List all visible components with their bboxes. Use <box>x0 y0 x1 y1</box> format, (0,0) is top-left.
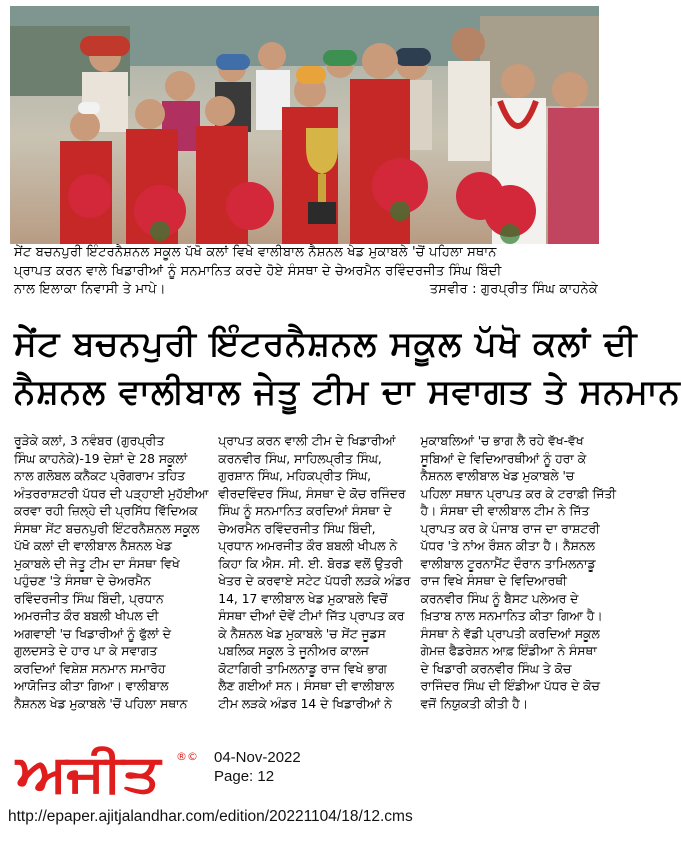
caption-line-3: ਨਾਲ ਇਲਾਕਾ ਨਿਵਾਸੀ ਤੇ ਮਾਪੇ। <box>14 282 166 297</box>
article-line: ਆਯੋਜਿਤ ਕੀਤਾ ਗਿਆ। ਵਾਲੀਬਾਲ <box>14 679 169 693</box>
article-line: ਦੇ ਖਿਡਾਰੀ ਕਰਨਵੀਰ ਸਿੰਘ ਤੇ ਕੋਚ <box>420 661 572 676</box>
article-line: ਸਿੰਘ ਕਾਹਨੇਕੇ)-19 ਦੇਸ਼ਾਂ ਦੇ 28 ਸਕੂਲਾਂ <box>14 451 188 466</box>
article-line: ਵਜੋਂ ਨਿਯੁਕਤੀ ਕੀਤੀ ਹੈ। <box>420 696 529 711</box>
news-photo <box>10 6 599 244</box>
article-line: ਪ੍ਰਾਪਤ ਕਰਨ ਵਾਲੀ ਟੀਮ ਦੇ ਖਿਡਾਰੀਆਂ <box>218 434 396 448</box>
headline-line-2: ਨੈਸ਼ਨਲ ਵਾਲੀਬਾਲ ਜੇਤੂ ਟੀਮ ਦਾ ਸਵਾਗਤ ਤੇ ਸਨਮਾਨ <box>14 372 681 412</box>
article-column-2 <box>218 433 410 746</box>
article-line: ਸੰਸਥਾ ਦੀਆਂ ਦੋਵੇਂ ਟੀਮਾਂ ਜਿੱਤ ਪ੍ਰਾਪਤ ਕਰ <box>218 609 405 623</box>
article-line: ਨੈਸ਼ਨਲ ਵਾਲੀਬਾਲ ਖੇਡ ਮੁਕਾਬਲੇ 'ਚ <box>420 469 575 483</box>
article-headline <box>14 320 681 416</box>
article-line: ਪਬਲਿਕ ਸਕੂਲ ਤੇ ਜੂਨੀਅਰ ਕਾਲਜ <box>218 644 369 658</box>
article-line: ਪੱਧਰ 'ਤੇ ਨਾਂਅ ਰੌਸ਼ਨ ਕੀਤਾ ਹੈ। ਨੈਸ਼ਨਲ <box>420 539 595 553</box>
article-line: ਰਾਜਿੰਦਰ ਸਿੰਘ ਦੀ ਇੰਡੀਆ ਪੱਧਰ ਦੇ ਕੋਚ <box>420 679 600 693</box>
article-line: ਟੀਮ ਲੜਕੇ ਅੰਡਰ 14 ਦੇ ਖਿਡਾਰੀਆਂ ਨੇ <box>218 696 392 711</box>
article-line: ਪ੍ਰਾਪਤ ਕਰ ਕੇ ਪੰਜਾਬ ਰਾਜ ਦਾ ਰਾਸ਼ਟਰੀ <box>420 521 600 536</box>
article-line: ਰਾਜ ਵਿਖੇ ਸੰਸਥਾ ਦੇ ਵਿਦਿਆਰਥੀ <box>420 574 567 588</box>
article-line: ਮੁਕਾਬਲਿਆਂ 'ਚ ਭਾਗ ਲੈ ਰਹੇ ਵੱਖ-ਵੱਖ <box>420 434 584 448</box>
article-line: ਪਹਿਲਾ ਸਥਾਨ ਪ੍ਰਾਪਤ ਕਰ ਕੇ ਟਰਾਫ਼ੀ ਜਿੱਤੀ <box>420 486 616 501</box>
article-line: ਲੈਣ ਗਈਆਂ ਸਨ। ਸੰਸਥਾ ਦੀ ਵਾਲੀਬਾਲ <box>218 679 394 693</box>
photo-credit: ਤਸਵੀਰ : ਗੁਰਪ੍ਰੀਤ ਸਿੰਘ ਕਾਹਨੇਕੇ <box>429 282 598 297</box>
article-line: ਅਮਰਜੀਤ ਕੌਰ ਬਬਲੀ ਖੀਪਲ ਦੀ <box>14 609 159 623</box>
article-line: ਕਰਨਵੀਰ ਸਿੰਘ, ਸਾਹਿਲਪ੍ਰੀਤ ਸਿੰਘ, <box>218 451 382 466</box>
article-line: 14, 17 ਵਾਲੀਬਾਲ ਖੇਡ ਮੁਕਾਬਲੇ ਵਿਚੋਂ <box>218 591 388 606</box>
article-line: ਪੱਖੋ ਕਲਾਂ ਦੀ ਵਾਲੀਬਾਲ ਨੈਸ਼ਨਲ ਖੇਡ <box>14 539 172 553</box>
article-line: ਸੂਬਿਆਂ ਦੇ ਵਿਦਿਆਰਥੀਆਂ ਨੂੰ ਹਰਾ ਕੇ <box>420 451 587 466</box>
article-line: ਖੇਤਰ ਦੇ ਕਰਵਾਏ ਸਟੇਟ ਪੱਧਰੀ ਲੜਕੇ ਅੰਡਰ <box>218 574 411 588</box>
caption-line-3-row <box>14 281 598 300</box>
article-line: ਨਾਲ ਗਲੋਬਲ ਕਨੈਕਟ ਪ੍ਰੋਗਰਾਮ ਤਹਿਤ <box>14 469 185 483</box>
article-line: ਰਵਿੰਦਰਜੀਤ ਸਿੰਘ ਬਿੰਦੀ, ਪ੍ਰਧਾਨ <box>14 591 164 606</box>
article-line: ਵਾਲੀਬਾਲ ਟੂਰਨਾਮੈਂਟ ਦੌਰਾਨ ਤਾਮਿਲਨਾਡੂ <box>420 556 596 571</box>
article-line: ਵੀਰਦਵਿੰਦਰ ਸਿੰਘ, ਸੰਸਥਾ ਦੇ ਕੋਚ ਰਜਿੰਦਰ <box>218 486 406 501</box>
article-line: ਸਿੰਘ ਨੂੰ ਸਨਮਾਨਿਤ ਕਰਦਿਆਂ ਸੰਸਥਾ ਦੇ <box>218 504 392 518</box>
ajit-logo <box>16 743 194 804</box>
article-line: ਰੂੜੇਕੇ ਕਲਾਂ, 3 ਨਵੰਬਰ (ਗੁਰਪ੍ਰੀਤ <box>14 434 165 448</box>
edition-meta <box>214 748 301 786</box>
article-line: ਸੰਸਥਾ ਨੇ ਵੱਡੀ ਪ੍ਰਾਪਤੀ ਕਰਦਿਆਂ ਸਕੂਲ <box>420 626 600 641</box>
logo-text: ਅਜੀਤ <box>16 743 160 804</box>
article-line: ਖ਼ਿਤਾਬ ਨਾਲ ਸਨਮਾਨਿਤ ਕੀਤਾ ਗਿਆ ਹੈ। <box>420 609 603 623</box>
caption-line-1: ਸੇਂਟ ਬਚਨਪੁਰੀ ਇੰਟਰਨੈਸ਼ਨਲ ਸਕੂਲ ਪੱਖੋ ਕਲਾਂ ਵਿਖੇ ਵਾਲੀਬਾਲ ਨੈਸ਼ਨਲ ਖੇਡ ਮੁਕਾਬਲੇ 'ਚੋਂ ਪਹਿਲਾ ਸਥਾਨ <box>14 245 497 260</box>
headline-line-1: ਸੇਂਟ ਬਚਨਪੁਰੀ ਇੰਟਰਨੈਸ਼ਨਲ ਸਕੂਲ ਪੱਖੋ ਕਲਾਂ ਦੀ <box>14 324 638 364</box>
article-line: ਗੁਰਸ਼ਾਨ ਸਿੰਘ, ਮਹਿਕਪ੍ਰੀਤ ਸਿੰਘ, <box>218 469 372 483</box>
caption-line-2: ਪ੍ਰਾਪਤ ਕਰਨ ਵਾਲੇ ਖਿਡਾਰੀਆਂ ਨੂੰ ਸਨਮਾਨਿਤ ਕਰਦੇ ਹੋਏ ਸੰਸਥਾ ਦੇ ਚੇਅਰਮੈਨ ਰਵਿੰਦਰਜੀਤ ਸਿੰਘ ਬਿੰਦੀ <box>14 263 502 279</box>
registered-mark: ®© <box>176 750 198 763</box>
article-line: ਕਰਵਾ ਰਹੀ ਜ਼ਿਲ੍ਹੇ ਦੀ ਪ੍ਰਸਿੱਧ ਵਿੱਦਿਅਕ <box>14 504 198 518</box>
article-line: ਅਗਵਾਈ 'ਚ ਖਿਡਾਰੀਆਂ ਨੂੰ ਫੁੱਲਾਂ ਦੇ <box>14 626 171 641</box>
article-column-1 <box>14 433 208 746</box>
article-line: ਮੁਕਾਬਲੇ ਦੀ ਜੇਤੂ ਟੀਮ ਦਾ ਸੰਸਥਾ ਵਿਖੇ <box>14 556 180 571</box>
article-line: ਅੰਤਰਰਾਸ਼ਟਰੀ ਪੱਧਰ ਦੀ ਪੜ੍ਹਾਈ ਮੁਹੱਈਆ <box>14 486 209 501</box>
article-line: ਚੇਅਰਮੈਨ ਰਵਿੰਦਰਜੀਤ ਸਿੰਘ ਬਿੰਦੀ, <box>218 521 376 536</box>
edition-date: 04-Nov-2022 <box>214 749 301 766</box>
article-body <box>14 433 616 746</box>
article-line: ਸੰਸਥਾ ਸੇਂਟ ਬਚਨਪੁਰੀ ਇੰਟਰਨੈਸ਼ਨਲ ਸਕੂਲ <box>14 521 200 536</box>
page-number: Page: 12 <box>214 768 275 785</box>
article-line: ਨੈਸ਼ਨਲ ਖੇਡ ਮੁਕਾਬਲੇ 'ਚੋਂ ਪਹਿਲਾ ਸਥਾਨ <box>14 696 188 711</box>
article-line: ਪਹੁੰਚਣ 'ਤੇ ਸੰਸਥਾ ਦੇ ਚੇਅਰਮੈਨ <box>14 574 151 588</box>
article-line: ਕਰਨਵੀਰ ਸਿੰਘ ਨੂੰ ਬੈਸਟ ਪਲੇਅਰ ਦੇ <box>420 591 579 606</box>
article-line: ਹੈ। ਸੰਸਥਾ ਦੀ ਵਾਲੀਬਾਲ ਟੀਮ ਨੇ ਜਿੱਤ <box>420 504 590 518</box>
article-line: ਕੇ ਨੈਸ਼ਨਲ ਖੇਡ ਮੁਕਾਬਲੇ 'ਚ ਸੇਂਟ ਜੂਡਸ <box>218 626 386 641</box>
team-photo-illustration <box>10 6 599 244</box>
article-line: ਪ੍ਰਧਾਨ ਅਮਰਜੀਤ ਕੌਰ ਬਬਲੀ ਖੀਪਲ ਨੇ <box>218 539 398 553</box>
epaper-url-link[interactable]: http://epaper.ajitjalandhar.com/edition/20221104/18/12.cms <box>8 808 413 825</box>
photo-caption <box>14 244 598 300</box>
article-line: ਕਰਦਿਆਂ ਵਿਸ਼ੇਸ਼ ਸਨਮਾਨ ਸਮਾਰੋਹ <box>14 661 166 676</box>
article-line: ਕਿਹਾ ਕਿ ਐਸ. ਸੀ. ਈ. ਬੋਰਡ ਵਲੋਂ ਉਤਰੀ <box>218 556 403 571</box>
article-line: ਗੁਲਦਸਤੇ ਦੇ ਹਾਰ ਪਾ ਕੇ ਸਵਾਗਤ <box>14 644 158 658</box>
article-line: ਕੋਟਾਗਿਰੀ ਤਾਮਿਲਨਾਡੂ ਰਾਜ ਵਿਖੇ ਭਾਗ <box>218 661 387 676</box>
article-line: ਗੇਮਜ਼ ਫੈਡਰੇਸ਼ਨ ਆਫ਼ ਇੰਡੀਆ ਨੇ ਸੰਸਥਾ <box>420 644 597 658</box>
article-column-3 <box>420 433 616 746</box>
